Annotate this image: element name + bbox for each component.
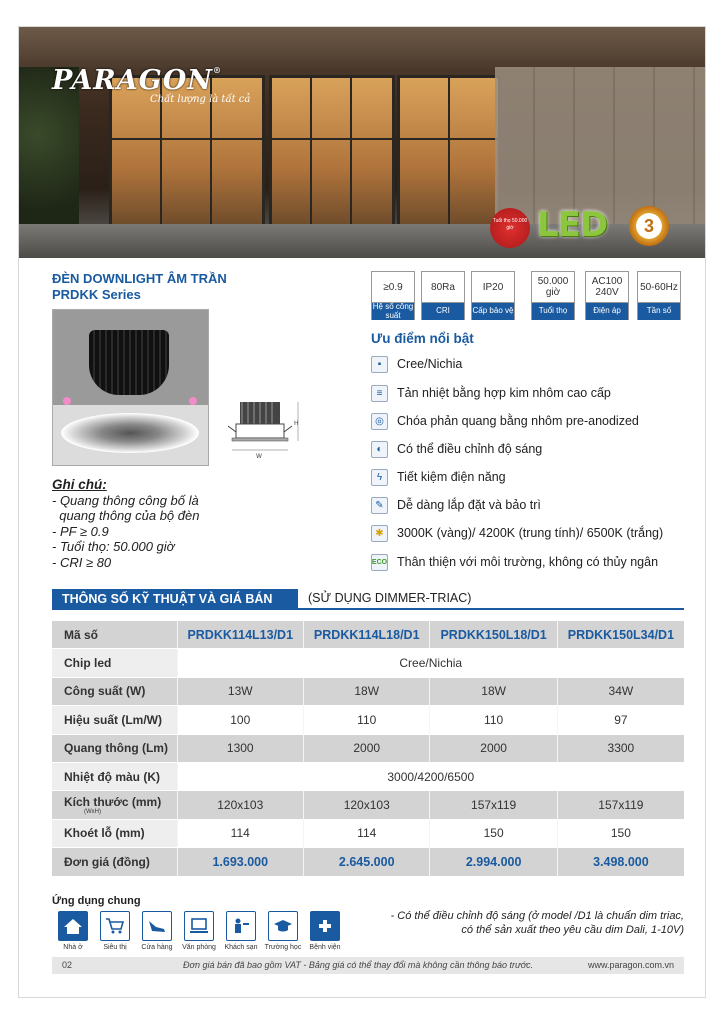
product-title-line1: ĐÈN DOWNLIGHT ÂM TRẦN [52, 271, 227, 286]
row-label: Khoét lỗ (mm) [52, 819, 177, 847]
color-temp-icon: ✱ [371, 525, 388, 542]
table-row [52, 848, 684, 876]
notes-heading: Ghi chú: [52, 477, 107, 492]
application-label: Siêu thị [103, 944, 127, 951]
hospital-icon [310, 911, 340, 941]
spec-cri [421, 271, 465, 320]
feature-item [371, 412, 639, 430]
footer-note: Đơn giá bán đã bao gồm VAT - Bảng giá có thể thay đổi mà không cần thông báo trước. [183, 960, 534, 970]
brand-tagline: Chất lượng là tất cả [150, 94, 251, 105]
spec-value: 50.000 giờ [537, 276, 569, 298]
feature-text: Có thể điều chỉnh độ sáng [397, 442, 543, 456]
spec-frequency [637, 271, 681, 320]
dimmer-icon: ◐ [371, 441, 388, 458]
table-cell: 120x103 [303, 791, 429, 819]
application-label: Khách sạn [224, 944, 258, 951]
feature-text: Chóa phản quang bằng nhôm pre-anodized [397, 414, 639, 428]
table-cell: 34W [557, 677, 684, 705]
chip-icon: ▪ [371, 356, 388, 373]
table-row [52, 762, 684, 790]
spec-ip [471, 271, 515, 320]
dimming-note-line: có thể sản xuất theo yêu cầu dim Dali, 1-10V) [461, 923, 684, 936]
advantages-title: Ưu điểm nổi bật [371, 331, 474, 346]
table-cell: 1300 [177, 734, 303, 762]
row-label: Chip led [52, 649, 177, 677]
row-label-size [52, 791, 177, 819]
product-title [52, 271, 227, 303]
office-icon [184, 911, 214, 941]
spec-value: IP20 [482, 281, 504, 293]
price-cell: 3.498.000 [557, 848, 684, 876]
table-cell: 3300 [557, 734, 684, 762]
table-cell: 150 [430, 819, 557, 847]
feature-text: Tản nhiệt bằng hợp kim nhôm cao cấp [397, 386, 611, 400]
table-cell: 157x119 [430, 791, 557, 819]
model-code: PRDKK150L34/D1 [557, 621, 684, 649]
feature-text: Thân thiện với môi trường, không có thủy ngân [397, 555, 659, 569]
feature-text: 3000K (vàng)/ 4200K (trung tính)/ 6500K (trắng) [397, 526, 664, 540]
application-label: Cửa hàng [141, 944, 173, 951]
table-cell: Cree/Nichia [177, 649, 684, 677]
dimming-note [391, 910, 684, 937]
product-photo [52, 309, 209, 466]
warranty-number: 3 [643, 216, 654, 236]
feature-item [371, 496, 541, 514]
feature-item [371, 524, 663, 542]
feature-text: Dễ dàng lắp đặt và bảo trì [397, 498, 541, 512]
feature-item [371, 468, 506, 486]
school-icon [268, 911, 298, 941]
table-cell: 110 [430, 706, 557, 734]
spec-value: 50-60Hz [640, 281, 678, 293]
table-cell: 100 [177, 706, 303, 734]
table-row [52, 621, 684, 649]
brand-logo: PARAGON® Chất lượng là tất cả [52, 65, 251, 105]
application-label: Nhà ở [63, 944, 83, 951]
row-label: Kích thước (mm) [64, 795, 162, 810]
eco-icon: ECO [371, 554, 388, 571]
section-header [52, 589, 684, 611]
spec-power-factor [371, 271, 415, 320]
spec-label: Hệ số công suất [372, 302, 414, 320]
lifetime-badge: Tuổi thọ 50.000 giờ [490, 208, 530, 248]
dimming-note-line: - Có thể điều chỉnh độ sáng (ở model /D1 là chuẩn dim triac, [390, 910, 684, 922]
product-series: PRDKK Series [52, 287, 141, 302]
application-item [94, 911, 136, 951]
heatsink-icon: ≡ [371, 385, 388, 402]
section-subtitle: (SỬ DỤNG DIMMER-TRIAC) [308, 591, 472, 605]
table-cell: 2000 [430, 734, 557, 762]
spec-price-table [52, 621, 684, 877]
note-line: - Quang thông công bố là [52, 492, 199, 508]
table-row [52, 819, 684, 847]
application-item [262, 911, 304, 951]
applications-title: Ứng dụng chung [52, 895, 141, 907]
section-title: THÔNG SỐ KỸ THUẬT VÀ GIÁ BÁN [52, 589, 298, 609]
application-item [304, 911, 346, 951]
model-code: PRDKK114L13/D1 [177, 621, 303, 649]
table-cell: 114 [303, 819, 429, 847]
feature-item [371, 440, 542, 458]
row-label: Nhiệt độ màu (K) [52, 762, 177, 790]
spec-label: Tần số [638, 302, 680, 320]
spec-label: Điện áp [586, 302, 628, 320]
feature-item [371, 553, 658, 571]
page-number: 02 [62, 960, 73, 970]
table-cell: 18W [303, 677, 429, 705]
row-label: Đơn giá (đồng) [52, 848, 177, 876]
height-label: H [294, 420, 299, 427]
width-label: W [256, 453, 262, 460]
shoe-icon [142, 911, 172, 941]
led-logo: LED [537, 205, 608, 245]
table-cell: 120x103 [177, 791, 303, 819]
application-label: Bệnh viện [309, 944, 341, 951]
hotel-icon [226, 911, 256, 941]
table-cell: 150 [557, 819, 684, 847]
note-line: - CRI ≥ 80 [52, 554, 112, 570]
table-cell: 18W [430, 677, 557, 705]
application-label: Văn phòng [182, 944, 216, 951]
row-label: Mã số [52, 621, 177, 649]
table-row [52, 649, 684, 677]
table-row [52, 677, 684, 705]
row-label: Hiệu suất (Lm/W) [52, 706, 177, 734]
table-cell: 110 [303, 706, 429, 734]
row-label: Công suất (W) [52, 677, 177, 705]
website-link[interactable]: www.paragon.com.vn [587, 960, 674, 970]
price-cell: 1.693.000 [177, 848, 303, 876]
feature-item [371, 355, 462, 373]
row-sublabel: (WxH) [84, 809, 101, 816]
notes-block [52, 477, 199, 570]
table-row [52, 791, 684, 819]
spec-lifetime [531, 271, 575, 320]
install-icon: ✎ [371, 497, 388, 514]
note-line: - PF ≥ 0.9 [52, 523, 109, 539]
applications-list [52, 911, 346, 951]
table-cell: 13W [177, 677, 303, 705]
price-cell: 2.645.000 [303, 848, 429, 876]
table-cell: 2000 [303, 734, 429, 762]
table-row [52, 706, 684, 734]
feature-text: Tiết kiệm điện năng [397, 470, 506, 484]
footer [52, 957, 684, 974]
price-cell: 2.994.000 [430, 848, 557, 876]
cart-icon [100, 911, 130, 941]
reflector-icon: ◎ [371, 413, 388, 430]
note-line: - Tuổi thọ: 50.000 giờ [52, 539, 175, 554]
warranty-badge [629, 206, 669, 246]
dimension-drawing [228, 398, 308, 460]
table-row [52, 734, 684, 762]
model-code: PRDKK150L18/D1 [430, 621, 557, 649]
table-cell: 114 [177, 819, 303, 847]
application-item [220, 911, 262, 951]
energy-icon: ϟ [371, 469, 388, 486]
spec-label: Tuổi thọ [532, 302, 574, 320]
note-line: quang thông của bộ đèn [52, 508, 200, 523]
spec-label: CRI [422, 302, 464, 320]
spec-value: 80Ra [431, 281, 455, 293]
application-item [178, 911, 220, 951]
spec-label: Cấp bảo vệ [472, 302, 514, 320]
spec-value: ≥0.9 [383, 281, 403, 293]
home-icon [58, 911, 88, 941]
model-code: PRDKK114L18/D1 [303, 621, 429, 649]
feature-item [371, 384, 611, 402]
application-item [52, 911, 94, 951]
application-item [136, 911, 178, 951]
brand-name: PARAGON [52, 65, 213, 96]
feature-text: Cree/Nichia [397, 357, 463, 371]
table-cell: 3000/4200/6500 [177, 762, 684, 790]
row-label: Quang thông (Lm) [52, 734, 177, 762]
application-label: Trường học [264, 944, 302, 951]
table-cell: 97 [557, 706, 684, 734]
table-cell: 157x119 [557, 791, 684, 819]
spec-value: AC100 240V [591, 276, 623, 298]
spec-voltage [585, 271, 629, 320]
